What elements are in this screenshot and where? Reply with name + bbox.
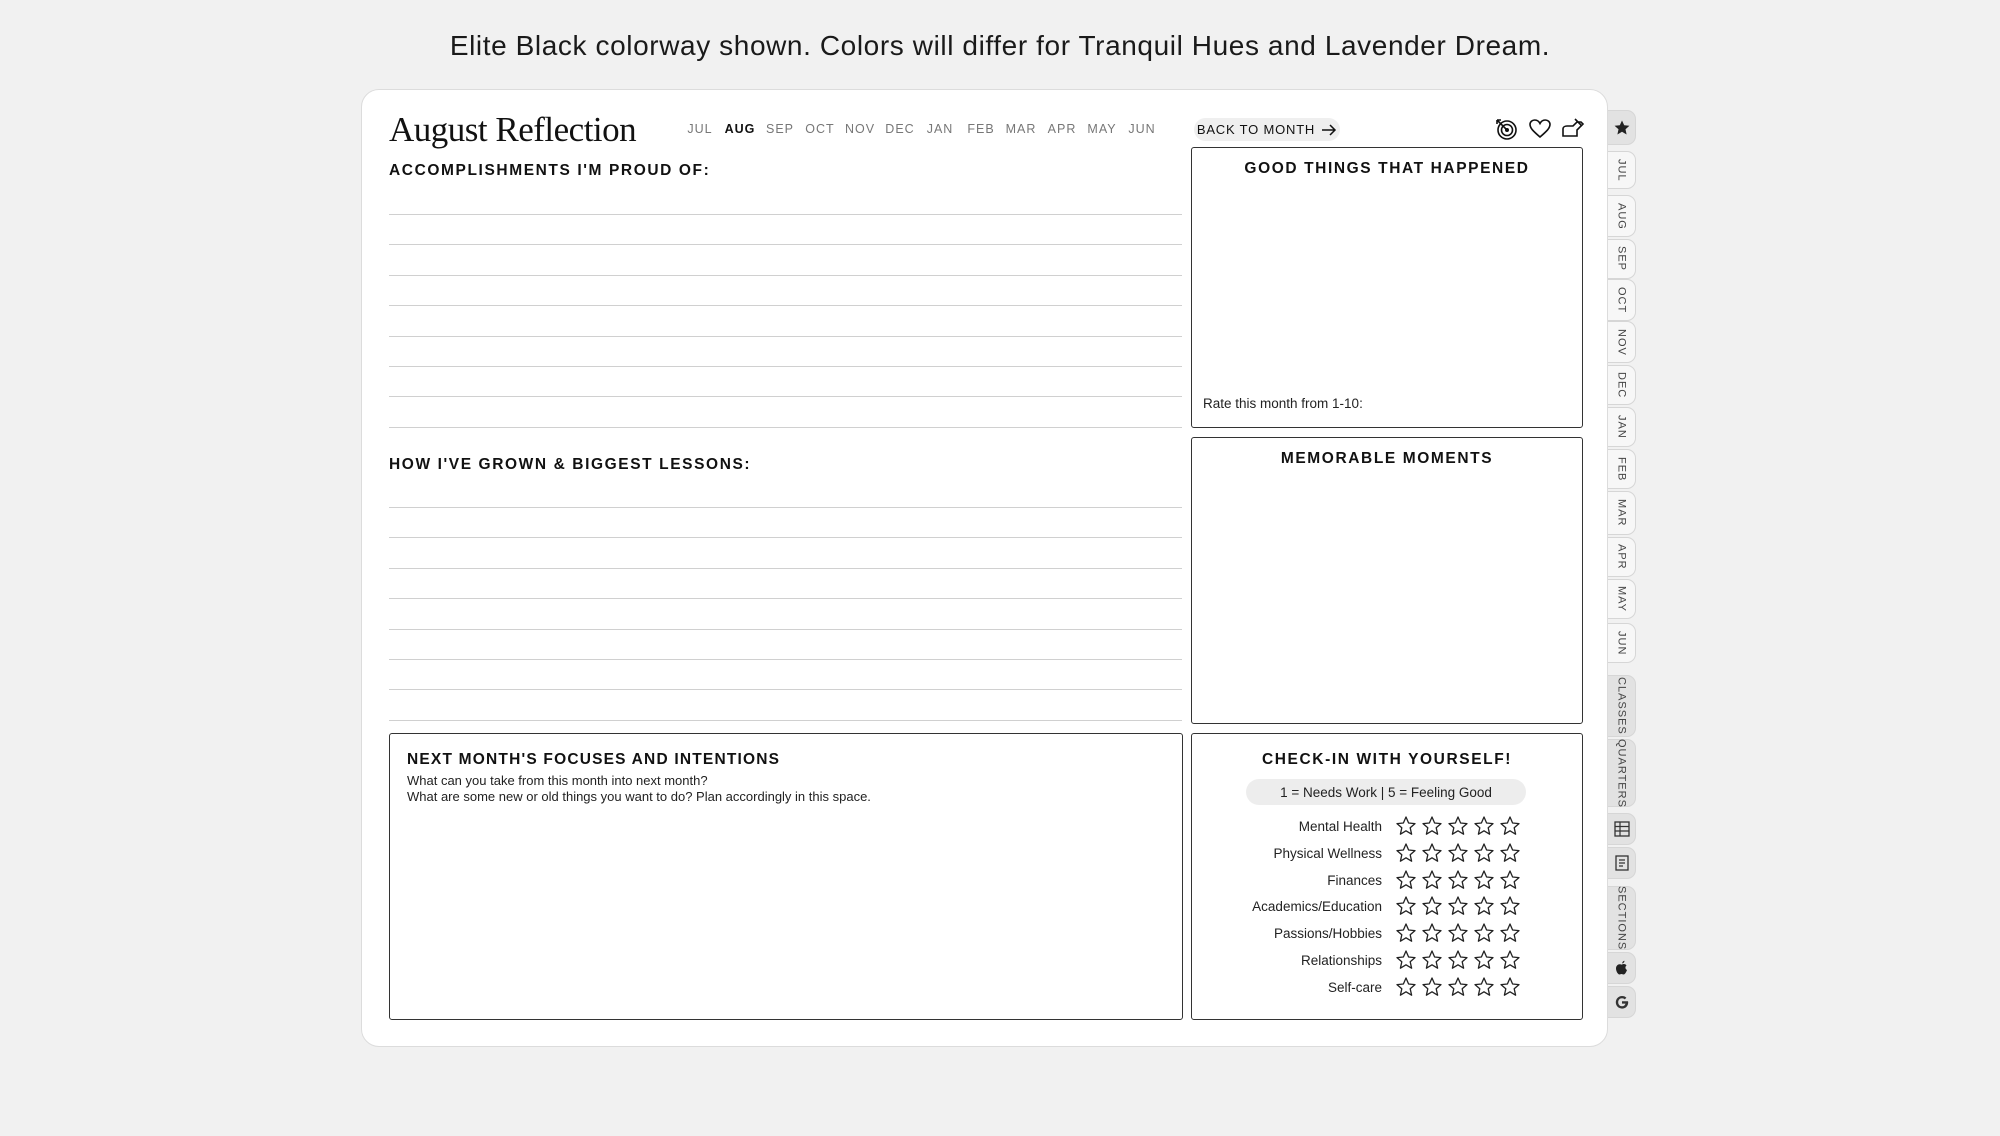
star-icon[interactable] [1499, 842, 1521, 864]
back-to-month-button[interactable] [1194, 118, 1340, 141]
checkin-category-label: Academics/Education [1252, 899, 1382, 915]
side-tab-label: MAR [1615, 499, 1628, 527]
planner-page [361, 89, 1608, 1047]
star-icon[interactable] [1421, 842, 1443, 864]
month-link-jul[interactable]: JUL [687, 122, 713, 136]
back-to-month-label: BACK TO MONTH [1196, 122, 1316, 137]
star-icon[interactable] [1499, 815, 1521, 837]
star-icon[interactable] [1447, 815, 1469, 837]
month-link-sep[interactable]: SEP [765, 122, 795, 136]
side-tab-nov[interactable] [1608, 321, 1636, 363]
writing-line [389, 427, 1182, 428]
star-rating [1395, 976, 1521, 1002]
side-tab-sep[interactable] [1608, 239, 1636, 279]
target-icon[interactable] [1493, 116, 1519, 142]
intentions-title: NEXT MONTH'S FOCUSES AND INTENTIONS [407, 751, 781, 768]
side-tab-label: JUN [1615, 630, 1628, 656]
star-icon[interactable] [1395, 922, 1417, 944]
star-rating [1395, 815, 1521, 841]
side-tab-label: APR [1615, 544, 1628, 570]
rate-month-label: Rate this month from 1-10: [1203, 396, 1363, 411]
star-icon[interactable] [1447, 949, 1469, 971]
side-tab-apr[interactable] [1608, 537, 1636, 577]
star-icon[interactable] [1447, 895, 1469, 917]
checkin-category-label: Relationships [1300, 953, 1382, 968]
page-title: August Reflection [389, 110, 637, 149]
side-tab-aug[interactable] [1608, 195, 1636, 237]
month-link-oct[interactable]: OCT [805, 122, 835, 136]
side-tab-mar[interactable] [1608, 491, 1636, 535]
side-tab-label: SEP [1615, 246, 1628, 272]
side-tab-feb[interactable] [1608, 449, 1636, 489]
side-tabs [1608, 89, 1637, 1047]
side-tab-table[interactable] [1608, 813, 1636, 845]
writing-line [389, 598, 1182, 599]
caption: Elite Black colorway shown. Colors will differ for Tranquil Hues and Lavender Dream. [449, 30, 1551, 61]
writing-line [389, 537, 1182, 538]
good-things-box[interactable] [1191, 147, 1583, 428]
writing-line [389, 659, 1182, 660]
side-tab-label: AUG [1615, 202, 1628, 230]
checkin-row [1192, 815, 1582, 841]
star-icon[interactable] [1421, 895, 1443, 917]
checkin-category-label: Passions/Hobbies [1273, 926, 1382, 942]
star-icon[interactable] [1473, 976, 1495, 998]
side-tab-notes[interactable] [1608, 847, 1636, 879]
checkin-category-label: Mental Health [1298, 819, 1382, 834]
side-tab-classes[interactable] [1608, 675, 1636, 737]
star-rating [1395, 869, 1521, 895]
checkin-category-label: Physical Wellness [1273, 845, 1382, 861]
writing-line [389, 244, 1182, 245]
month-link-jan[interactable]: JAN [926, 122, 954, 136]
writing-line [389, 305, 1182, 306]
table-icon [1613, 820, 1631, 838]
star-icon[interactable] [1447, 842, 1469, 864]
star-icon[interactable] [1499, 922, 1521, 944]
arrow-right-icon [1321, 124, 1337, 136]
side-tab-label: JAN [1615, 415, 1628, 439]
writing-line [389, 507, 1182, 508]
checkin-row [1192, 842, 1582, 868]
star-rating [1395, 949, 1521, 975]
star-icon[interactable] [1473, 895, 1495, 917]
month-nav [687, 122, 1200, 142]
side-tab-jun[interactable] [1608, 623, 1636, 663]
month-link-jun[interactable]: JUN [1128, 122, 1156, 136]
writing-line [389, 336, 1182, 337]
checkin-category-label: Self-care [1327, 979, 1382, 995]
star-icon[interactable] [1447, 976, 1469, 998]
star-icon[interactable] [1421, 976, 1443, 998]
intentions-subtitle-1: What can you take from this month into next month? [407, 773, 708, 788]
checkin-row [1192, 922, 1582, 948]
star-icon[interactable] [1447, 869, 1469, 891]
star-rating [1395, 842, 1521, 868]
month-link-apr[interactable]: APR [1047, 122, 1077, 136]
star-icon[interactable] [1421, 869, 1443, 891]
side-tab-label: CLASSES [1615, 677, 1628, 735]
month-link-may[interactable]: MAY [1087, 122, 1117, 136]
heart-icon[interactable] [1527, 116, 1553, 142]
memorable-moments-title: MEMORABLE MOMENTS [1280, 450, 1494, 467]
star-icon[interactable] [1447, 922, 1469, 944]
side-tab-label: MAY [1615, 585, 1628, 613]
star-rating [1395, 922, 1521, 948]
star-icon[interactable] [1499, 895, 1521, 917]
side-tab-google[interactable] [1608, 986, 1636, 1018]
star-icon[interactable] [1473, 869, 1495, 891]
writing-line [389, 366, 1182, 367]
star-icon [1613, 119, 1631, 137]
writing-line [389, 214, 1182, 215]
side-tab-label: NOV [1615, 328, 1628, 356]
side-tab-label: OCT [1615, 286, 1628, 314]
checkin-row [1192, 976, 1582, 1002]
side-tab-label: QUARTERS [1615, 738, 1628, 808]
month-link-dec[interactable]: DEC [885, 122, 915, 136]
intentions-box[interactable] [389, 733, 1183, 1020]
writing-line [389, 629, 1182, 630]
side-tab-jul[interactable] [1608, 151, 1636, 189]
intentions-subtitle-2: What are some new or old things you want to do? Plan accordingly in this space. [407, 789, 871, 804]
month-link-aug[interactable]: AUG [724, 122, 756, 136]
side-tab-label: DEC [1615, 371, 1628, 399]
checkin-row [1192, 949, 1582, 975]
writing-line [389, 275, 1182, 276]
side-tab-dec[interactable] [1608, 365, 1636, 405]
google-icon [1613, 993, 1631, 1011]
star-icon[interactable] [1499, 976, 1521, 998]
star-icon[interactable] [1395, 949, 1417, 971]
star-icon[interactable] [1473, 922, 1495, 944]
hand-writing-icon[interactable] [1560, 116, 1586, 142]
star-rating [1395, 895, 1521, 921]
star-icon[interactable] [1499, 949, 1521, 971]
star-icon[interactable] [1421, 815, 1443, 837]
writing-line [389, 396, 1182, 397]
star-icon[interactable] [1473, 815, 1495, 837]
accomplishments-label: ACCOMPLISHMENTS I'M PROUD OF: [389, 162, 711, 179]
star-icon[interactable] [1395, 815, 1417, 837]
star-icon[interactable] [1473, 842, 1495, 864]
side-tab-label: FEB [1615, 456, 1628, 482]
star-icon[interactable] [1499, 869, 1521, 891]
checkin-row [1192, 869, 1582, 895]
star-icon[interactable] [1395, 842, 1417, 864]
writing-line [389, 568, 1182, 569]
star-icon[interactable] [1421, 922, 1443, 944]
side-tab-label: JUL [1615, 158, 1628, 182]
star-icon[interactable] [1421, 949, 1443, 971]
side-tab-star[interactable] [1608, 110, 1636, 145]
checkin-box [1191, 733, 1583, 1020]
star-icon[interactable] [1395, 869, 1417, 891]
side-tab-label: SECTIONS [1615, 885, 1628, 951]
good-things-title: GOOD THINGS THAT HAPPENED [1244, 160, 1530, 177]
side-tab-oct[interactable] [1608, 279, 1636, 321]
checkin-category-label: Finances [1327, 872, 1382, 888]
month-link-nov[interactable]: NOV [844, 122, 876, 136]
notes-icon [1613, 854, 1631, 872]
checkin-title: CHECK-IN WITH YOURSELF! [1261, 751, 1513, 768]
star-icon[interactable] [1395, 976, 1417, 998]
writing-line [389, 720, 1182, 721]
star-icon[interactable] [1395, 895, 1417, 917]
side-tab-apple[interactable] [1608, 952, 1636, 984]
side-tab-jan[interactable] [1608, 407, 1636, 447]
checkin-legend: 1 = Needs Work | 5 = Feeling Good [1246, 779, 1526, 805]
memorable-moments-box[interactable] [1191, 437, 1583, 724]
side-tab-quarters[interactable] [1608, 739, 1636, 807]
apple-icon [1613, 959, 1631, 977]
lessons-label: HOW I'VE GROWN & BIGGEST LESSONS: [389, 456, 752, 473]
star-icon[interactable] [1473, 949, 1495, 971]
side-tab-may[interactable] [1608, 579, 1636, 619]
month-link-feb[interactable]: FEB [967, 122, 995, 136]
checkin-row [1192, 895, 1582, 921]
month-link-mar[interactable]: MAR [1005, 122, 1037, 136]
side-tab-sections[interactable] [1608, 886, 1636, 950]
writing-line [389, 689, 1182, 690]
